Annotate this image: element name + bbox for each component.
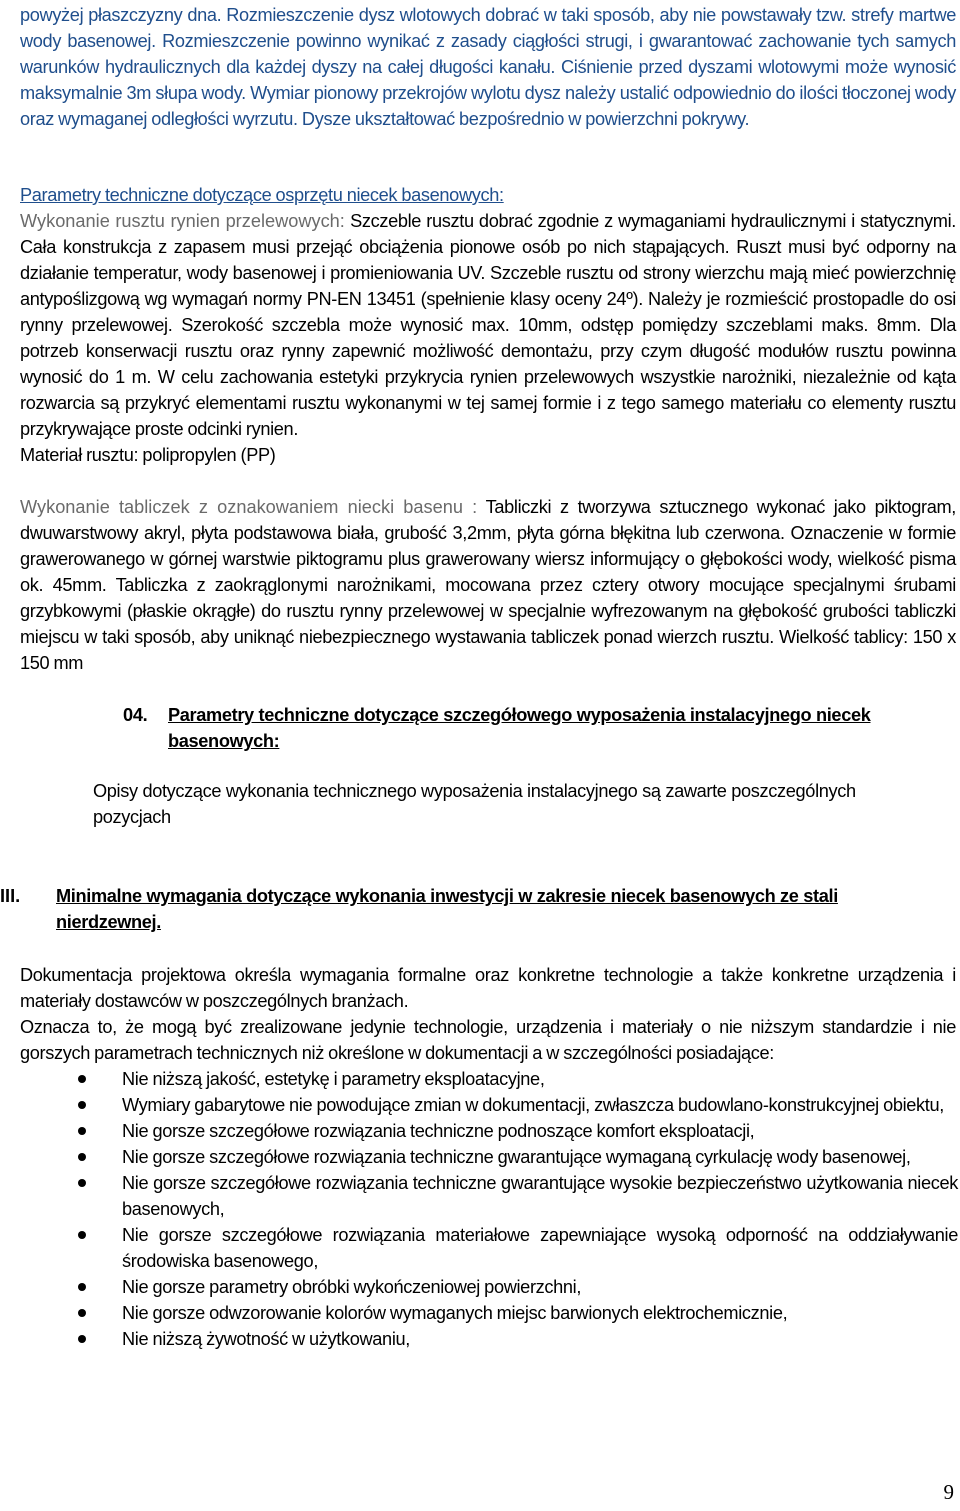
section-iii-number: III.: [0, 886, 21, 906]
list-item: [0, 1144, 958, 1170]
list-item-text: Nie niższą żywotność w użytkowaniu,: [122, 1329, 410, 1349]
sign-label: Wykonanie tabliczek z oznakowaniem niecki basenu :: [20, 497, 478, 517]
list-item: [0, 1092, 958, 1118]
section-iii-paragraph-2: Oznacza to, że mogą być zrealizowane jedynie technologie, urządzenia i materiały o nie niższym standardzie i nie gorszych parametrach technicznych niż określone w dokumentacji a w szczególności posiadające:: [20, 1017, 956, 1063]
list-item-text: Nie niższą jakość, estetykę i parametry eksploatacyjne,: [122, 1069, 545, 1089]
list-item-text: Nie gorsze szczegółowe rozwiązania materiałowe zapewniające wysoką odporność na oddziaływanie środowiska basenowego,: [122, 1225, 958, 1271]
list-item: [0, 1222, 958, 1274]
section-04-heading: Parametry techniczne dotyczące szczegółowego wyposażenia instalacyjnego niecek basenowych:: [168, 705, 871, 751]
list-item: [0, 1066, 958, 1092]
list-item: [0, 1170, 958, 1222]
requirements-list: [0, 1066, 960, 1352]
bullet-icon: [78, 1179, 86, 1187]
list-item-text: Nie gorsze szczegółowe rozwiązania techniczne gwarantujące wymaganą cyrkulację wody basenowej,: [122, 1147, 911, 1167]
grate-label: Wykonanie rusztu rynien przelewowych:: [20, 211, 345, 231]
bullet-icon: [78, 1309, 86, 1317]
bullet-icon: [78, 1231, 86, 1239]
section-iii-heading: Minimalne wymagania dotyczące wykonania inwestycji w zakresie niecek basenowych ze stali nierdzewnej.: [56, 886, 838, 932]
list-item: [0, 1118, 958, 1144]
list-item: [0, 1274, 958, 1300]
page-number: 9: [943, 1480, 954, 1504]
grate-material: Materiał rusztu: polipropylen (PP): [20, 445, 276, 465]
bullet-icon: [78, 1127, 86, 1135]
intro-paragraph: powyżej płaszczyzny dna. Rozmieszczenie dysz wlotowych dobrać w taki sposób, aby nie powstawały tzw. strefy martwe wody basenowej. Rozmieszczenie powinno wynikać z zasady ciągłości strugi, i gwarantować zachowanie tych samych warunków hydraulicznych dla każdej dyszy na całej długości kanału. Ciśnienie przed dyszami wlotowymi może wynosić maksymalnie 3m słupa wody. Wymiar pionowy przekrojów wylotu dysz należy ustalić odpowiednio do ilości tłoczonej wody oraz wymaganej odległości wyrzutu. Dysze ukształtować bezpośrednio w powierzchni pokrywy.: [20, 5, 956, 129]
sign-text: Tabliczki z tworzywa sztucznego wykonać jako piktogram, dwuwarstwowy akryl, płyta podstawowa biała, grubość 3,2mm, płyta górna błękitna lub czerwona. Oznaczenie w formie grawerowanego w górnej warstwie piktogramu plus grawerowany wiersz informujący o głębokości wody, wielkość pisma ok. 45mm. Tabliczka z zaokrąglonymi narożnikami, mocowana przez cztery otwory mocujące specjalnymi śrubami grzybkowymi (płaskie okrągłe) do rusztu rynny przelewowej w specjalnie wyfrezowanym na głębokość grubości tabliczki miejscu w taki sposób, aby uniknąć niebezpiecznego wystawania tabliczek ponad wierzch rusztu. Wielkość tablicy: 150 x 150 mm: [20, 497, 956, 673]
bullet-icon: [78, 1335, 86, 1343]
section-04-description: Opisy dotyczące wykonania technicznego wyposażenia instalacyjnego są zawarte poszczególnych pozycjach: [93, 781, 856, 827]
bullet-icon: [78, 1153, 86, 1161]
list-item-text: Nie gorsze szczegółowe rozwiązania techniczne gwarantujące wysokie bezpieczeństwo użytkowania niecek basenowych,: [122, 1173, 958, 1219]
sign-paragraph: [20, 494, 956, 676]
fittings-heading: Parametry techniczne dotyczące osprzętu niecek basenowych:: [20, 185, 504, 205]
grate-text: Szczeble rusztu dobrać zgodnie z wymaganiami hydraulicznymi i statycznymi. Cała konstrukcja z zapasem musi przejąć obciążenia pionowe osób po nich stąpających. Ruszt musi być odporny na działanie temperatur, wody basenowej i promieniowania UV. Szczeble rusztu od strony wierzchu mają mieć powierzchnię antypoślizgową wg wymagań normy PN-EN 13451 (spełnienie klasy oceny 24º). Należy je rozmieścić prostopadle do osi rynny przelewowej. Szerokość szczebla może wynosić max. 10mm, odstęp pomiędzy szczeblami maks. 8mm. Dla potrzeb konserwacji rusztu oraz rynny zapewnić możliwość demontażu, przy czym długość modułów rusztu powinna wynosić do 1 m. W celu zachowania estetyki przykrycia rynien przelewowych wszystkie narożniki, niezależnie od kąta rozwarcia są przykryć elementami rusztu wykonanymi w tej samej formie i z tego samego materiału co elementy rusztu przykrywające proste odcinki rynien.: [20, 211, 956, 439]
section-04-number: 04.: [123, 705, 148, 725]
list-item-text: Wymiary gabarytowe nie powodujące zmian w dokumentacji, zwłaszcza budowlano-konstrukcyjnej obiektu,: [122, 1095, 944, 1115]
bullet-icon: [78, 1075, 86, 1083]
list-item: [0, 1326, 958, 1352]
bullet-icon: [78, 1283, 86, 1291]
bullet-icon: [78, 1101, 86, 1109]
list-item: [0, 1300, 958, 1326]
fittings-paragraph: [20, 182, 956, 468]
section-iii-paragraph-1: Dokumentacja projektowa określa wymagania formalne oraz konkretne technologie a także konkretne urządzenia i materiały dostawców w poszczególnych branżach.: [20, 965, 956, 1011]
list-item-text: Nie gorsze szczegółowe rozwiązania techniczne podnoszące komfort eksploatacji,: [122, 1121, 755, 1141]
list-item-text: Nie gorsze parametry obróbki wykończeniowej powierzchni,: [122, 1277, 582, 1297]
list-item-text: Nie gorsze odwzorowanie kolorów wymaganych miejsc barwionych elektrochemicznie,: [122, 1303, 788, 1323]
